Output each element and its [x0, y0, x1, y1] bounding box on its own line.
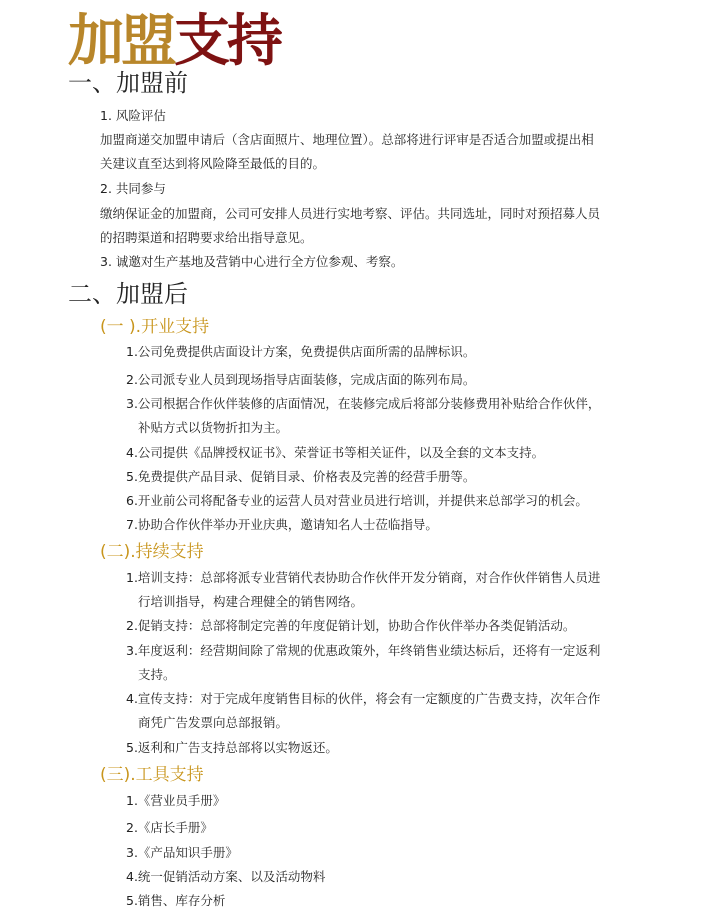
sub3-item: 5.销售、库存分析	[126, 893, 226, 908]
sub2-item: 2.促销支持：总部将制定完善的年度促销计划，协助合作伙伴举办各类促销活动。	[126, 618, 576, 633]
section1-line: 的招聘渠道和招聘要求给出指导意见。	[100, 230, 313, 245]
sub1-item: 2.公司派专业人员到现场指导店面装修，完成店面的陈列布局。	[126, 372, 476, 387]
section2-heading: 二、加盟后	[68, 280, 188, 308]
sub1-item: 6.开业前公司将配备专业的运营人员对营业员进行培训，并提供来总部学习的机会。	[126, 493, 588, 508]
sub3-heading: (三).工具支持	[100, 765, 204, 785]
sub2-item: 行培训指导，构建合理健全的销售网络。	[138, 594, 364, 609]
sub2-item: 3.年度返利：经营期间除了常规的优惠政策外，年终销售业绩达标后，还将有一定返利	[126, 643, 601, 658]
page-title-part1: 加盟	[68, 9, 174, 74]
sub1-item: 3.公司根据合作伙伴装修的店面情况，在装修完成后将部分装修费用补贴给合作伙伴，	[126, 396, 601, 411]
section1-line: 加盟商递交加盟申请后（含店面照片、地理位置）。总部将进行评审是否适合加盟或提出相	[100, 132, 594, 147]
section1-line: 缴纳保证金的加盟商，公司可安排人员进行实地考察、评估。共同选址，同时对预招募人员	[100, 206, 601, 221]
sub1-item: 7.协助合作伙伴举办开业庆典，邀请知名人士莅临指导。	[126, 517, 438, 532]
section1-line: 关建议直至达到将风险降至最低的目的。	[100, 156, 326, 171]
sub3-item: 1.《营业员手册》	[126, 793, 226, 808]
sub3-item: 4.统一促销活动方案、以及活动物料	[126, 869, 326, 884]
sub2-heading: (二).持续支持	[100, 542, 204, 562]
section1-heading: 一、加盟前	[68, 69, 188, 97]
page-title-part2: 支持	[174, 9, 280, 74]
sub1-item: 补贴方式以货物折扣为主。	[138, 420, 289, 435]
sub2-item: 1.培训支持：总部将派专业营销代表协助合作伙伴开发分销商，对合作伙伴销售人员进	[126, 570, 601, 585]
sub3-item: 3.《产品知识手册》	[126, 845, 238, 860]
page-title	[68, 10, 280, 74]
sub1-item: 4.公司提供《品牌授权证书》、荣誉证书等相关证件，以及全套的文本支持。	[126, 445, 545, 460]
sub3-item: 2.《店长手册》	[126, 820, 213, 835]
sub1-item: 1.公司免费提供店面设计方案，免费提供店面所需的品牌标识。	[126, 344, 476, 359]
sub2-item: 商凭广告发票向总部报销。	[138, 715, 289, 730]
sub2-item: 支持。	[138, 667, 176, 682]
section1-line: 3. 诚邀对生产基地及营销中心进行全方位参观、考察。	[100, 254, 404, 269]
sub1-item: 5.免费提供产品目录、促销目录、价格表及完善的经营手册等。	[126, 469, 476, 484]
sub1-heading: (一 ).开业支持	[100, 317, 210, 337]
section1-line: 2. 共同参与	[100, 181, 166, 196]
sub2-item: 4.宣传支持：对于完成年度销售目标的伙伴，将会有一定额度的广告费支持，次年合作	[126, 691, 601, 706]
sub2-item: 5.返利和广告支持总部将以实物返还。	[126, 740, 338, 755]
section1-line: 1. 风险评估	[100, 108, 166, 123]
